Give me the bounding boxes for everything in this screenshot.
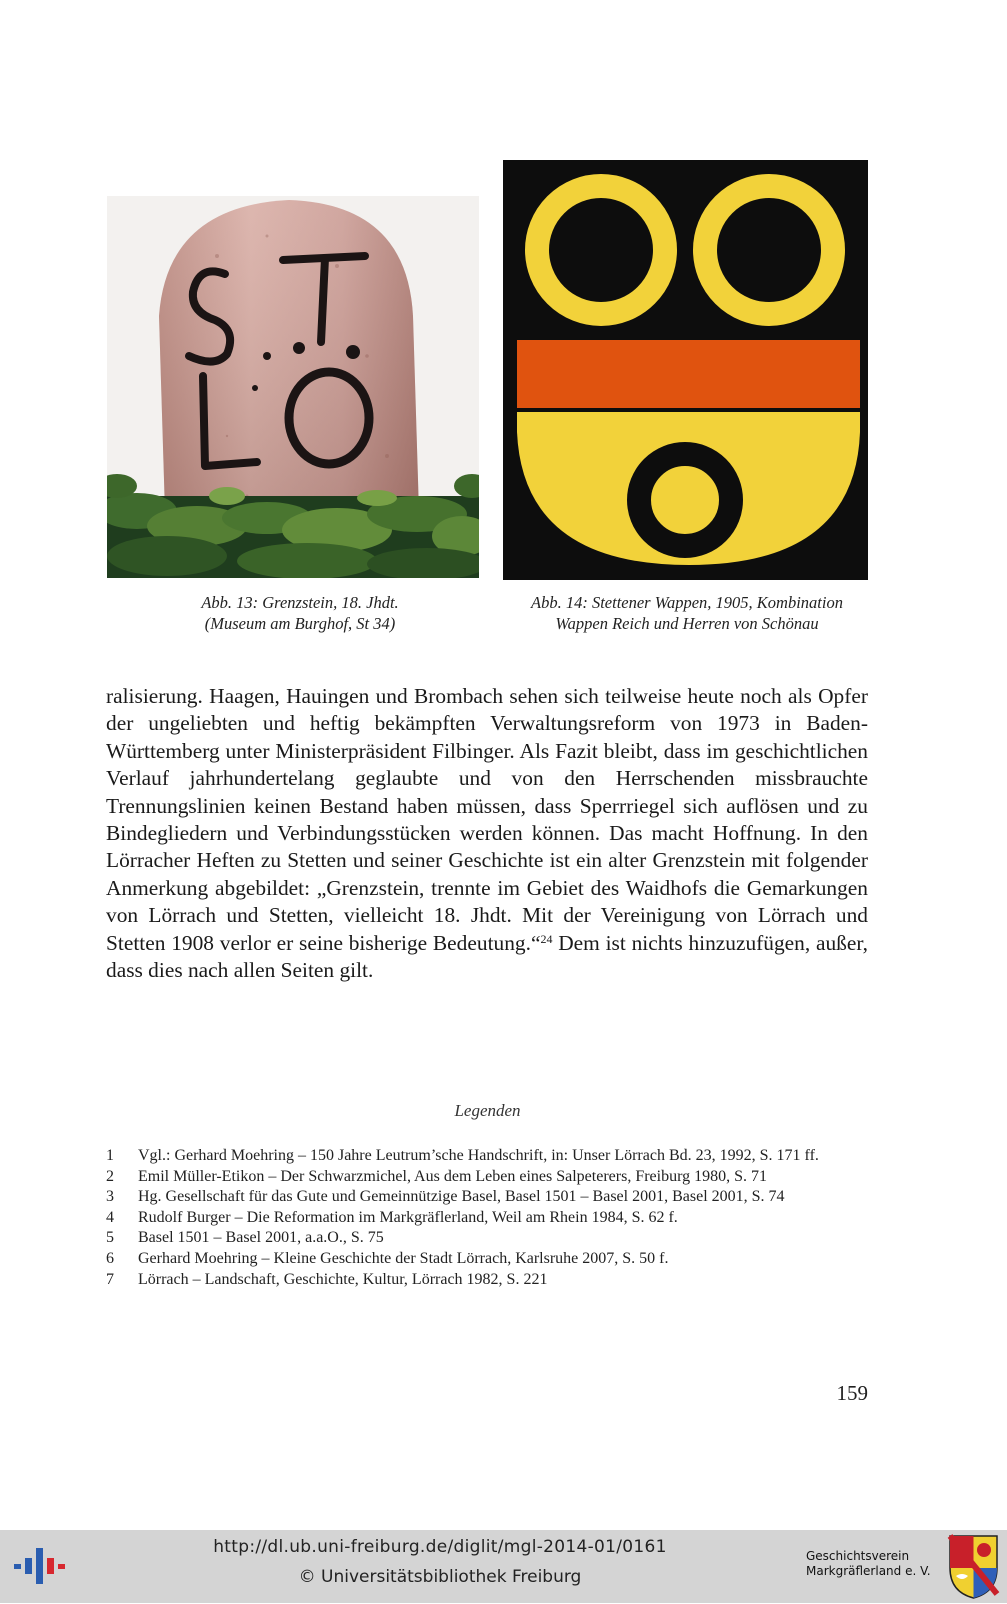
footnote-number: 7 [106, 1270, 114, 1288]
caption-line: Abb. 14: Stettener Wappen, 1905, Kombination [531, 593, 843, 612]
footnote-number: 2 [106, 1167, 114, 1185]
footnote-number: 6 [106, 1249, 114, 1267]
footnote-text: Emil Müller-Etikon – Der Schwarzmichel, Aus dem Leben eines Salpeterers, Freiburg 1980, S. 71 [138, 1167, 768, 1185]
footnote-text: Lörrach – Landschaft, Geschichte, Kultur, Lörrach 1982, S. 221 [138, 1270, 548, 1288]
footer-society-name [806, 1549, 946, 1579]
figure-13-image [107, 196, 479, 578]
footer-copyright: © Universitätsbibliothek Freiburg [298, 1567, 582, 1587]
footnote-text: Hg. Gesellschaft für das Gute und Gemeinnützige Basel, Basel 1501 – Basel 2001, Basel 2001, S. 74 [138, 1188, 785, 1206]
caption-line: Wappen Reich und Herren von Schönau [555, 614, 819, 633]
footnote-item [106, 1228, 868, 1249]
footnote-reference: 24 [540, 931, 553, 946]
society-line: Markgräflerland e. V. [806, 1564, 931, 1578]
legend-heading: Legenden [454, 1101, 521, 1120]
body-text-end: Dem ist nichts hinzuzufügen, außer, dass dies nach allen Seiten gilt. [106, 930, 868, 983]
figure-14-caption [498, 592, 876, 634]
society-crest-icon [946, 1532, 1001, 1600]
ub-freiburg-logo-icon[interactable] [14, 1546, 66, 1586]
footnote-number: 1 [106, 1147, 114, 1164]
footer-bar [0, 1530, 1007, 1603]
figure-13-caption [150, 592, 450, 634]
footnote-item [106, 1167, 868, 1188]
footnote-number: 3 [106, 1188, 114, 1206]
footnote-item [106, 1270, 868, 1291]
footnote-text: Gerhard Moehring – Kleine Geschichte der Stadt Lörrach, Karlsruhe 2007, S. 50 f. [138, 1249, 669, 1267]
society-line: Geschichtsverein [806, 1549, 910, 1563]
footnote-item [106, 1208, 868, 1229]
body-text-main: ralisierung. Haagen, Hauingen und Brombach sehen sich teilweise heute noch als Opfer der ungeliebten und heftig bekämpften Verwaltungsreform von 1973 in Baden-Württemberg unter Ministerpräsident Filbinger. Als Fazit bleibt, dass im geschichtlichen Verlauf jahrhundertelang geglaubte und von den Herrschenden missbrauchte Trennungslinien keinen Bestand haben müssen, dass Sperrriegel sich auflösen und zu Bindegliedern und Verbindungsstücken werden können. Das macht Hoffnung. In den Lörracher Heften zu Stetten und seiner Geschichte ist ein alter Grenzstein mit folgender Anmerkung abgebildet: „Grenzstein, trennte im Gebiet des Waidhofs die Gemarkungen von Lörrach und Stetten, vielleicht 18. Jhdt. Mit der Vereinigung von Lörrach und Stetten 1908 verlor er seine bisherige Bedeutung.“ [106, 684, 868, 955]
coat-of-arms-image [503, 160, 868, 580]
footnote-text: Rudolf Burger – Die Reformation im Markgräflerland, Weil am Rhein 1984, S. 62 f. [138, 1208, 678, 1226]
caption-line: (Museum am Burghof, St 34) [204, 614, 396, 633]
footnote-item [106, 1249, 868, 1270]
footnote-item [106, 1187, 868, 1208]
footnote-number: 4 [106, 1208, 114, 1226]
footnote-list [106, 1146, 868, 1290]
page-number: 159 [836, 1381, 868, 1405]
footnote-text: Basel 1501 – Basel 2001, a.a.O., S. 75 [138, 1229, 384, 1247]
footnote-number: 5 [106, 1229, 114, 1247]
boundary-stone-photo [107, 196, 479, 578]
figure-14-image [503, 160, 868, 580]
footnote-item [106, 1146, 868, 1167]
caption-line: Abb. 13: Grenzstein, 18. Jhdt. [201, 593, 399, 612]
body-paragraph [106, 683, 868, 984]
footnote-text: Vgl.: Gerhard Moehring – 150 Jahre Leutrum’sche Handschrift, in: Unser Lörrach Bd. 23, 1992, S. 171 ff. [138, 1147, 819, 1164]
footer-url-link[interactable]: http://dl.ub.uni-freiburg.de/diglit/mgl-2014-01/0161 [213, 1537, 667, 1557]
